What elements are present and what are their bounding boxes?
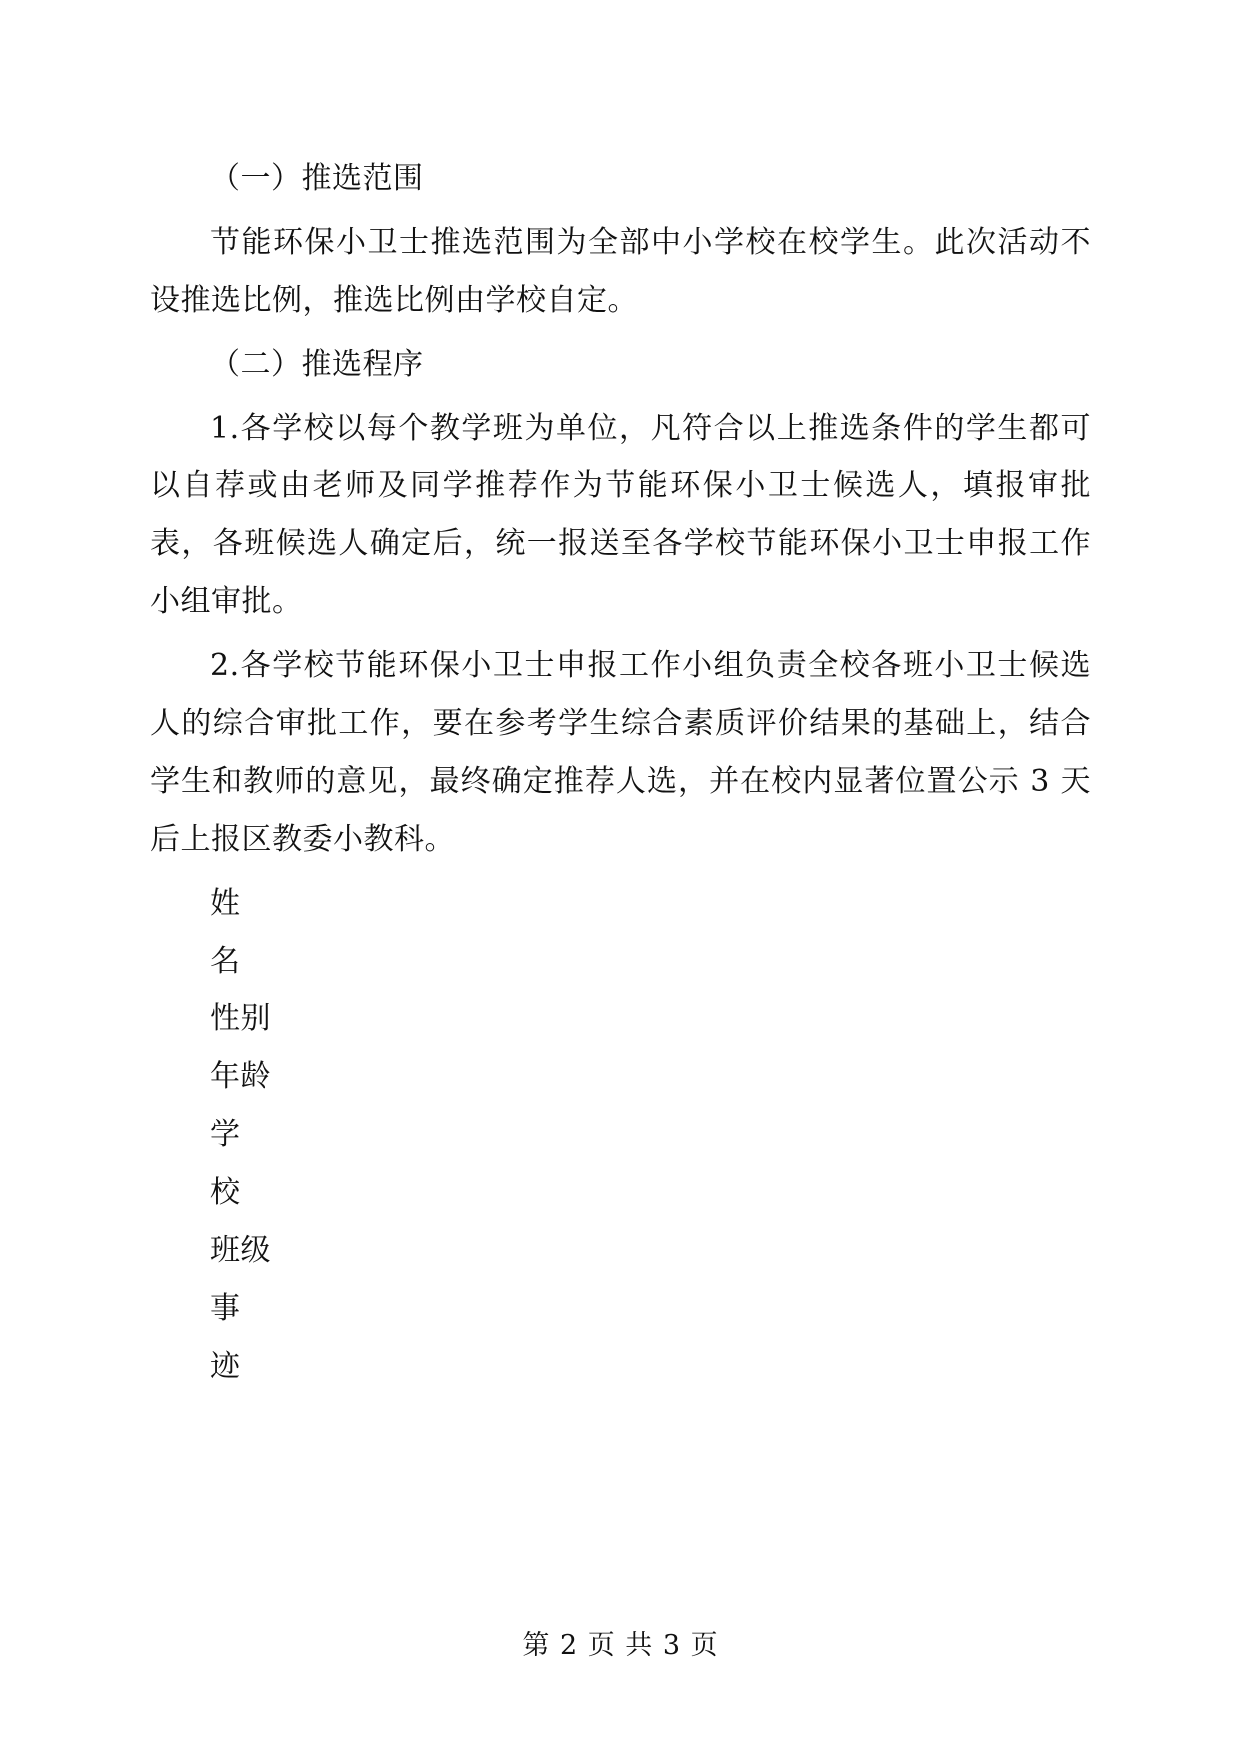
- application-form-field-list: [150, 875, 1091, 1396]
- form-field-label-deeds-1: 事: [210, 1290, 241, 1326]
- form-field-label-givenname: 名: [210, 943, 241, 979]
- form-field-label-school-2: 校: [210, 1175, 241, 1211]
- document-body: [150, 150, 1091, 1396]
- section-heading-procedure: （二）推选程序: [210, 346, 424, 382]
- paragraph-procedure-step-1: 1.各学校以每个教学班为单位，凡符合以上推选条件的学生都可以自荐或由老师及同学推荐作为节能环保小卫士候选人，填报审批表，各班候选人确定后，统一报送至各学校节能环保小卫士申报工作小组审批。: [150, 410, 1091, 620]
- form-field-label-age: 年龄: [210, 1059, 271, 1095]
- section-heading-scope: （一）推选范围: [210, 161, 424, 196]
- form-field-label-gender: 性别: [210, 1001, 271, 1037]
- form-field-label-class: 班级: [210, 1233, 271, 1269]
- form-field-label-surname: 姓: [210, 885, 241, 921]
- form-field-label-deeds-2: 迹: [210, 1348, 241, 1384]
- form-field-label-school-1: 学: [210, 1117, 241, 1153]
- paragraph-scope-text: 节能环保小卫士推选范围为全部中小学校在校学生。此次活动不设推选比例，推选比例由学校自定。: [150, 224, 1091, 318]
- page-footer: 第 2 页 共 3 页: [522, 1630, 719, 1661]
- paragraph-procedure-step-2: 2.各学校节能环保小卫士申报工作小组负责全校各班小卫士候选人的综合审批工作，要在参考学生综合素质评价结果的基础上，结合学生和教师的意见，最终确定推荐人选，并在校内显著位置公示 3 天后上报区教委小教科。: [150, 648, 1091, 857]
